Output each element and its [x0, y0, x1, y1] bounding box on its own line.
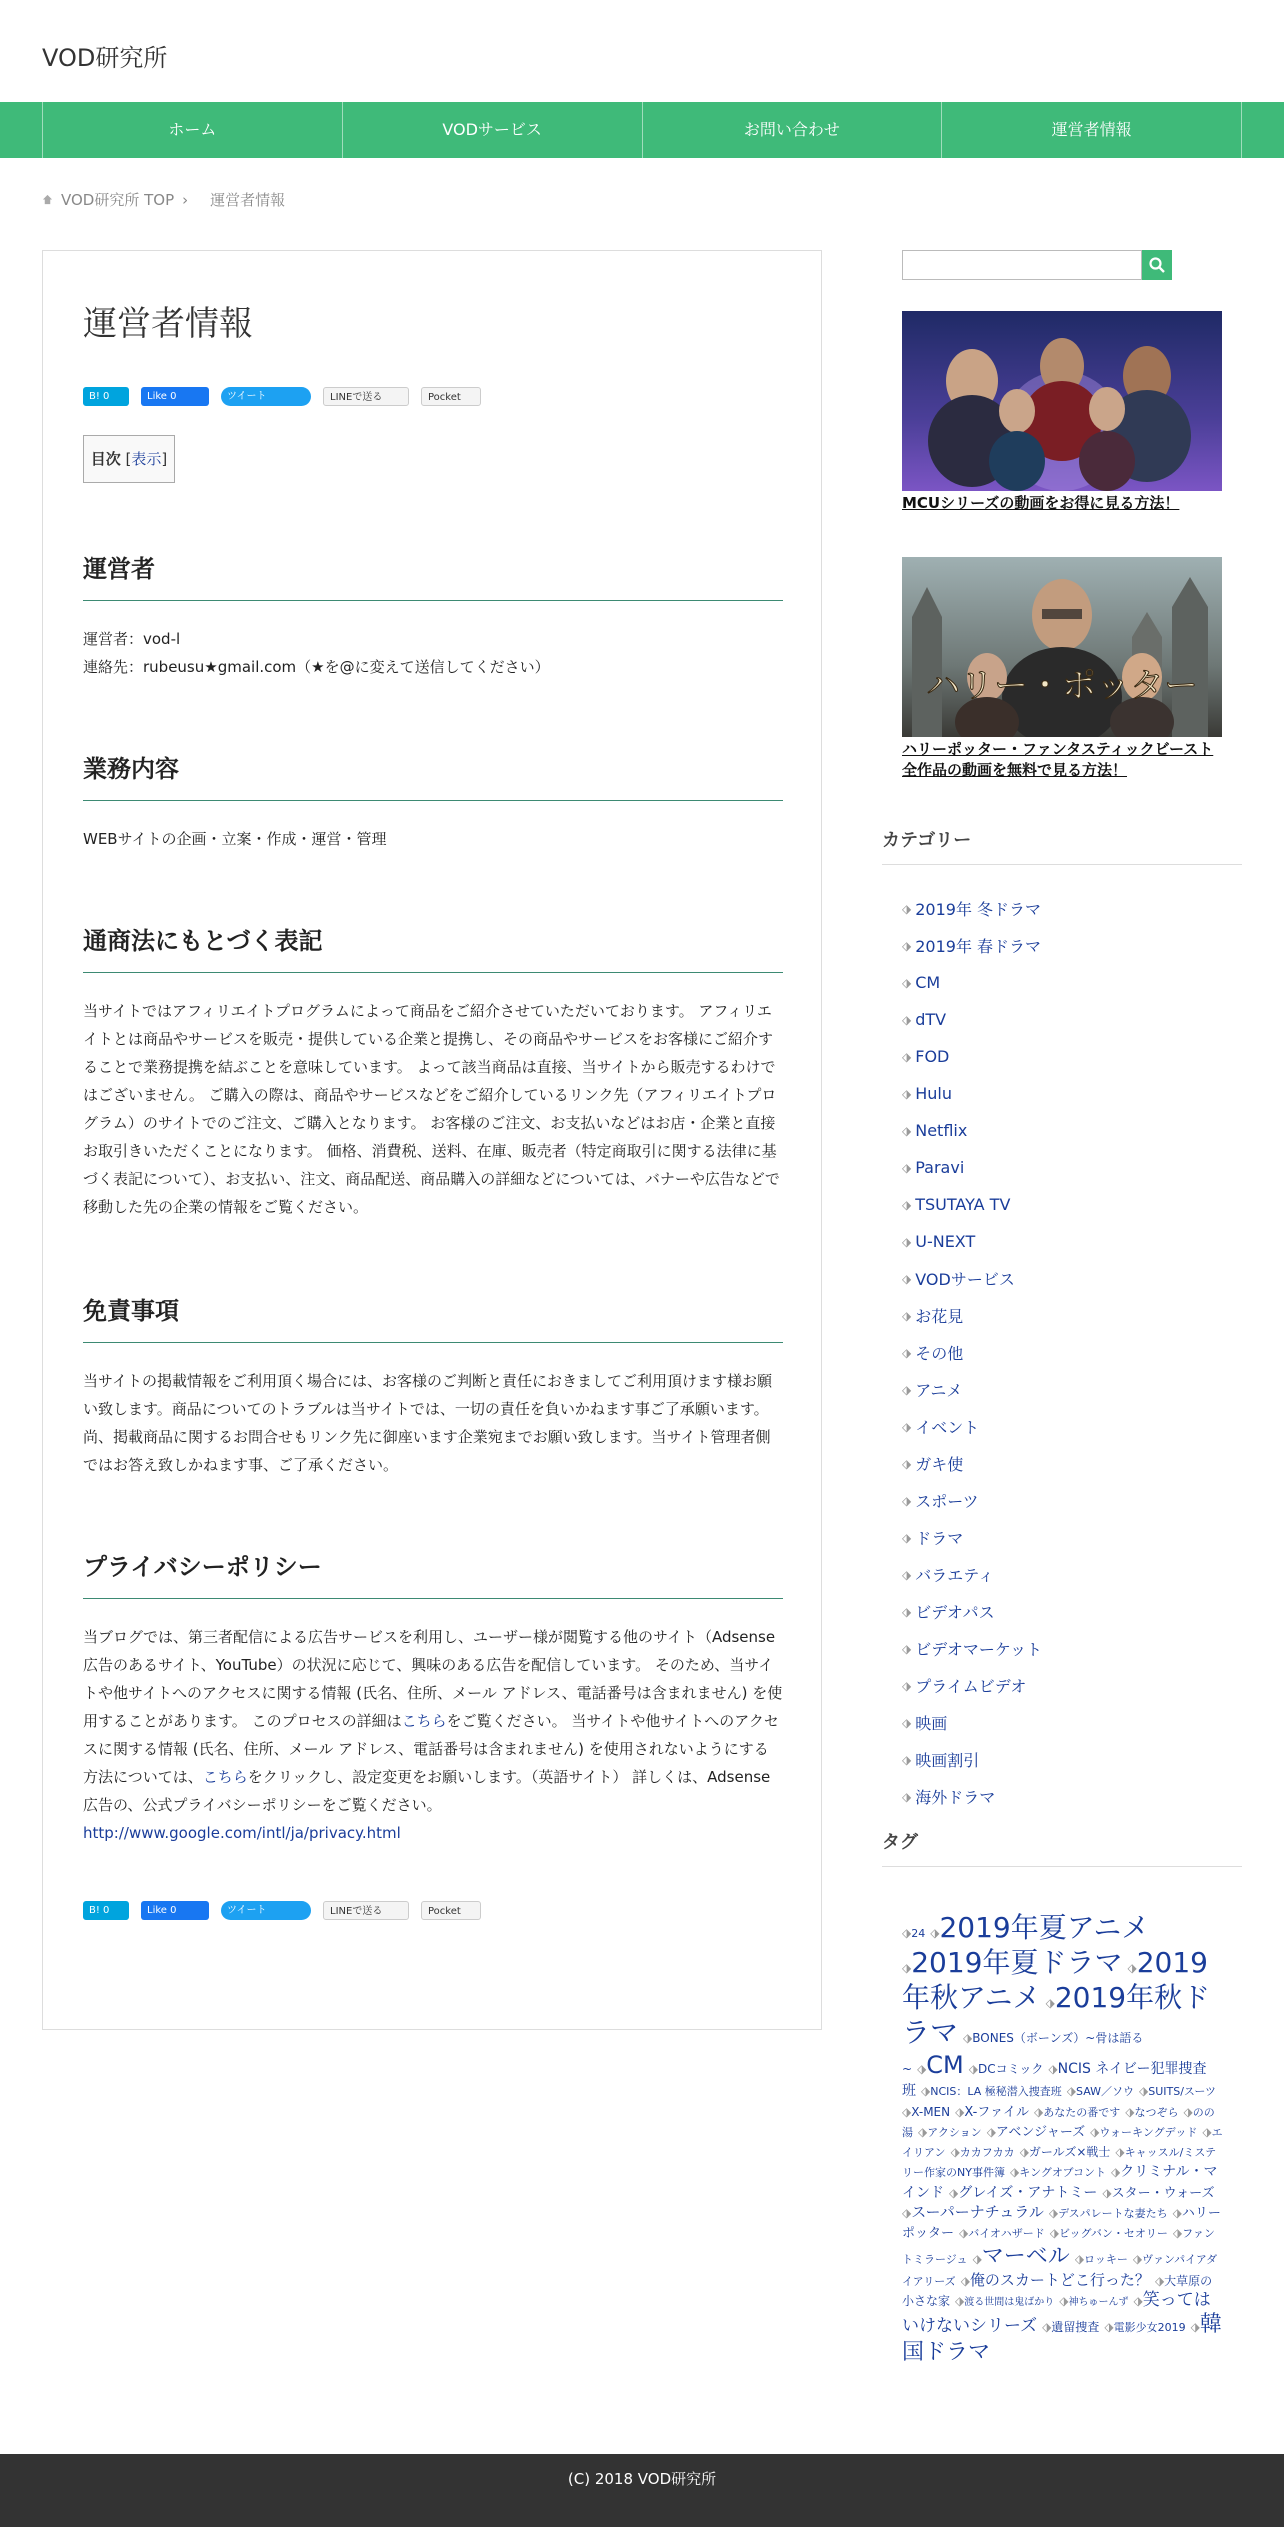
tag-icon: ⬗	[918, 2124, 928, 2139]
tag-icon: ⬗	[902, 1197, 912, 1212]
tag-icon: ⬗	[955, 2294, 965, 2308]
tag-icon: ⬗	[902, 1086, 912, 1101]
tag-icon: ⬗	[1009, 2165, 1020, 2179]
tag-link[interactable]: マーベル	[981, 2243, 1070, 2269]
tag-icon: ⬗	[1154, 2274, 1165, 2288]
category-link[interactable]: 2019年 春ドラマ	[915, 937, 1042, 956]
category-item[interactable]	[902, 1038, 1042, 1075]
tag-link[interactable]: 2019年秋アニメ	[902, 1946, 1208, 2014]
section-heading-privacy: プライバシーポリシー	[83, 1547, 783, 1599]
operator-details	[83, 625, 783, 681]
tag-link[interactable]: キャッスル/ミステリー作家のNY事件簿	[902, 2146, 1217, 2179]
section-heading-tokusho: 通商法にもとづく表記	[83, 921, 783, 973]
twitter-share-button[interactable]: ツイート	[221, 1901, 311, 1920]
category-item[interactable]	[902, 1112, 1042, 1149]
category-link[interactable]: CM	[915, 973, 941, 992]
category-item[interactable]	[902, 1001, 1042, 1038]
category-link[interactable]: U-NEXT	[915, 1232, 976, 1251]
pocket-save-button[interactable]: Pocket	[421, 1901, 481, 1920]
tag-link[interactable]: 韓国ドラマ	[902, 2312, 1222, 2365]
tag-icon: ⬗	[972, 2251, 982, 2266]
tag-link[interactable]: 24	[911, 1927, 926, 1940]
breadcrumb-home-link[interactable]: VOD研究所 TOP	[61, 191, 175, 209]
tag-link[interactable]: NCIS ネイビー犯罪捜査班	[902, 2061, 1207, 2099]
tag-link[interactable]: なつぞら	[1134, 2105, 1179, 2119]
section-heading-operator: 運営者	[83, 549, 783, 601]
tag-link[interactable]: 神ちゅーんず	[1068, 2297, 1129, 2308]
tag-link[interactable]: エイリアン	[902, 2125, 1223, 2159]
disclaimer-text: 当サイトの掲載情報をご利用頂く場合には、お客様のご判断と責任におきましてご利用頂けます様お願い致します。商品についてのトラブルは当サイトでは、一切の責任を負いかねます事ご了承願います。尚、掲載商品に関するお問合せもリンク先に御座います企業宛までお願い致します。当サイト管理者側ではお答え致しかねます事、ご了承ください。	[83, 1372, 772, 1474]
tag-icon: ⬗	[1049, 2226, 1059, 2241]
tag-link[interactable]: SUITS/スーツ	[1148, 2085, 1216, 2098]
privacy-text-part-3: をクリックし、設定変更をお願いします。（英語サイト） 詳しくは、Adsense広告の、公式プライバシーポリシーをご覧ください。	[83, 1768, 771, 1814]
tag-icon: ⬗	[1172, 2226, 1183, 2241]
tag-link[interactable]: アクション	[927, 2125, 982, 2139]
tag-icon: ⬗	[1115, 2145, 1125, 2159]
tag-link[interactable]: 笑ってはいけないシリーズ	[902, 2290, 1211, 2337]
tag-icon: ⬗	[902, 1308, 912, 1323]
tag-icon: ⬗	[1102, 2185, 1112, 2200]
tag-icon: ⬗	[902, 1678, 912, 1693]
promo-mcu[interactable]	[902, 311, 1222, 514]
tag-icon: ⬗	[1110, 2165, 1121, 2179]
category-item[interactable]	[902, 1741, 1042, 1778]
breadcrumb	[42, 189, 285, 210]
category-item[interactable]	[902, 927, 1042, 964]
tag-icon: ⬗	[902, 1345, 912, 1360]
tag-link[interactable]: 電影少女2019	[1113, 2321, 1186, 2335]
operator-contact: 連絡先：rubeusu★gmail.com（★を@に変えて送信してください）	[83, 658, 550, 676]
tag-icon: ⬗	[1034, 2104, 1044, 2119]
search-input[interactable]	[902, 250, 1142, 280]
tag-icon: ⬗	[960, 2274, 970, 2288]
tag-icon: ⬗	[1059, 2294, 1069, 2308]
tag-icon: ⬗	[1090, 2124, 1100, 2139]
category-item[interactable]	[902, 1704, 1042, 1741]
category-item[interactable]	[902, 890, 1042, 927]
tag-icon: ⬗	[1074, 2251, 1085, 2266]
tag-icon: ⬗	[902, 1715, 912, 1730]
harry-potter-promo-image[interactable]	[902, 557, 1222, 737]
tag-icon: ⬗	[1048, 2206, 1059, 2220]
home-icon	[42, 194, 53, 205]
tag-icon: ⬗	[950, 2145, 960, 2159]
category-link[interactable]: ドラマ	[915, 1529, 964, 1548]
main-content	[42, 250, 822, 2030]
category-link[interactable]: 海外ドラマ	[915, 1788, 996, 1807]
tag-link[interactable]: ビッグバン・セオリー	[1058, 2227, 1168, 2241]
tag-icon: ⬗	[955, 2104, 965, 2119]
tag-icon: ⬗	[902, 2104, 912, 2119]
tag-link[interactable]: スター・ウォーズ	[1111, 2185, 1215, 2201]
tag-icon: ⬗	[1125, 2104, 1135, 2119]
mcu-promo-link[interactable]: MCUシリーズの動画をお得に見る方法！	[902, 494, 1180, 512]
tag-icon: ⬗	[902, 1012, 912, 1027]
harry-potter-logo-text: ハリー・ポッター	[926, 666, 1198, 706]
mcu-promo-image[interactable]	[902, 311, 1222, 491]
category-link[interactable]: VODサービス	[915, 1270, 1015, 1289]
category-item[interactable]	[902, 1778, 1042, 1815]
nav-item-operator-info[interactable]: 運営者情報	[942, 102, 1242, 158]
search-form	[902, 250, 1172, 280]
line-share-button[interactable]: LINEで送る	[323, 387, 409, 406]
facebook-like-button[interactable]: Like 0	[141, 1901, 209, 1920]
page-title: 運営者情報	[83, 304, 253, 344]
tag-icon: ⬗	[1045, 1996, 1055, 2010]
category-item[interactable]	[902, 1371, 1042, 1408]
operator-name: 運営者：vod-l	[83, 630, 181, 648]
nav-item-contact[interactable]: お問い合わせ	[643, 102, 943, 158]
privacy-optout-link[interactable]: こちら	[202, 1768, 248, 1786]
category-list	[902, 890, 1042, 1815]
tag-icon: ⬗	[1139, 2084, 1149, 2098]
tag-link[interactable]: 2019年夏アニメ	[939, 1911, 1150, 1944]
tag-link[interactable]: 遺留捜査	[1051, 2320, 1100, 2335]
promo-harry-potter[interactable]	[902, 557, 1222, 781]
tag-icon: ⬗	[902, 1604, 912, 1619]
site-header	[0, 0, 1284, 102]
privacy-text	[83, 1623, 783, 1847]
category-item[interactable]	[902, 1223, 1042, 1260]
tag-link[interactable]: スーパーナチュラル	[911, 2203, 1044, 2221]
tag-icon: ⬗	[902, 1493, 912, 1508]
category-link[interactable]: Hulu	[915, 1084, 952, 1103]
tag-icon: ⬗	[902, 1382, 912, 1397]
category-link[interactable]: TSUTAYA TV	[915, 1195, 1011, 1214]
category-link[interactable]: Paravi	[915, 1158, 965, 1177]
category-link[interactable]: 2019年 冬ドラマ	[915, 900, 1042, 919]
tag-link[interactable]: ハリーポッター	[902, 2206, 1221, 2242]
privacy-text-part-2: をご覧ください。 当サイトや他サイトへのアクセスに関する情報 (氏名、住所、メール アドレス、電話番号は含まれません) を使用されないようにする方法については、	[83, 1712, 779, 1786]
tag-icon: ⬗	[902, 2206, 912, 2220]
tag-icon: ⬗	[1133, 2294, 1143, 2308]
tag-icon: ⬗	[930, 1926, 940, 1940]
tag-link[interactable]: ヴァンパイアダイアリーズ	[902, 2252, 1218, 2288]
category-item[interactable]	[902, 1593, 1042, 1630]
tag-link[interactable]: のの湯	[902, 2105, 1215, 2139]
twitter-share-button[interactable]: ツイート	[221, 387, 311, 406]
share-buttons-top	[83, 387, 481, 406]
tag-icon: ⬗	[902, 1530, 912, 1545]
category-link[interactable]: ガキ使	[915, 1455, 964, 1474]
tag-link[interactable]: 渡る世間は鬼ばかり	[964, 2297, 1055, 2308]
tag-link[interactable]: DCコミック	[978, 2062, 1044, 2076]
tag-link[interactable]: ウォーキングデッド	[1099, 2125, 1198, 2139]
global-nav	[0, 102, 1284, 158]
tag-icon: ⬗	[902, 975, 912, 990]
breadcrumb-current: 運営者情報	[210, 191, 286, 209]
tag-icon: ⬗	[902, 1419, 912, 1434]
category-link[interactable]: FOD	[915, 1047, 950, 1066]
tag-cloud	[902, 1910, 1224, 2366]
category-link[interactable]: イベント	[915, 1418, 980, 1437]
table-of-contents: 目次 [表示]	[83, 435, 175, 483]
tag-icon: ⬗	[921, 2084, 931, 2098]
tag-icon: ⬗	[902, 1567, 912, 1582]
tag-link[interactable]: デスパレートな妻たち	[1058, 2207, 1168, 2220]
tag-icon: ⬗	[1190, 2320, 1200, 2335]
business-text: WEBサイトの企画・立案・作成・運営・管理	[83, 830, 387, 848]
tag-icon: ⬗	[902, 1641, 912, 1656]
tag-icon: ⬗	[902, 1234, 912, 1249]
section-heading-business: 業務内容	[83, 749, 783, 801]
pocket-save-button[interactable]: Pocket	[421, 387, 481, 406]
section-heading-disclaimer: 免責事項	[83, 1291, 783, 1343]
tag-icon: ⬗	[1104, 2320, 1114, 2335]
category-link[interactable]: Netflix	[915, 1121, 968, 1140]
toc-toggle-link[interactable]: 表示	[131, 450, 162, 468]
google-privacy-url-link[interactable]: http://www.google.com/intl/ja/privacy.html	[83, 1824, 401, 1842]
tag-link[interactable]: ガールズ×戦士	[1028, 2145, 1111, 2159]
category-link[interactable]: 映画	[915, 1714, 948, 1733]
tag-link[interactable]: X-ファイル	[964, 2104, 1030, 2120]
search-icon	[1148, 256, 1166, 274]
tag-link[interactable]: カカフカカ	[959, 2146, 1015, 2159]
line-share-button[interactable]: LINEで送る	[323, 1901, 409, 1920]
category-link[interactable]: ビデオパス	[915, 1603, 995, 1622]
tag-icon: ⬗	[1042, 2320, 1052, 2335]
category-link[interactable]: 映画割引	[915, 1751, 980, 1770]
tag-link[interactable]: クリミナル・マインド	[902, 2164, 1218, 2201]
tag-link[interactable]: X-MEN	[911, 2104, 951, 2119]
tag-icon: ⬗	[1048, 2062, 1058, 2076]
tag-icon: ⬗	[902, 901, 912, 916]
category-item[interactable]	[902, 1667, 1042, 1704]
tag-link[interactable]: CM	[926, 2051, 964, 2079]
toc-label: 目次	[90, 450, 121, 468]
copyright-text: (C) 2018 VOD研究所	[567, 2470, 717, 2488]
category-link[interactable]: バラエティ	[915, 1566, 994, 1585]
tag-link[interactable]: 2019年夏ドラマ	[911, 1946, 1123, 1979]
site-footer	[0, 2454, 1284, 2527]
tag-icon: ⬗	[902, 1049, 912, 1064]
category-item[interactable]	[902, 1075, 1042, 1112]
nav-item-home[interactable]: ホーム	[43, 102, 343, 158]
privacy-text-part-1: 当ブログでは、第三者配信による広告サービスを利用し、ユーザー様が閲覧する他のサイト（Adsense広告のあるサイト、YouTube）の状況に応じて、興味のある広告を配信しています。 そのため、当サイトや他サイトへのアクセスに関する情報 (氏名、住所、メール アドレス、電話番号は含まれません) を使用することがあります。 このプロセスの詳細は	[83, 1628, 783, 1730]
tag-icon: ⬗	[902, 1271, 912, 1286]
category-item[interactable]	[902, 1630, 1042, 1667]
hatena-share-button[interactable]: B! 0	[83, 387, 129, 406]
category-link[interactable]: ビデオマーケット	[915, 1640, 1043, 1659]
tag-link[interactable]: 2019年秋ドラマ	[902, 1981, 1211, 2049]
tag-icon: ⬗	[1172, 2206, 1182, 2220]
tag-icon: ⬗	[902, 1123, 912, 1138]
tag-icon: ⬗	[1202, 2124, 1212, 2139]
category-link[interactable]: お花見	[915, 1307, 964, 1326]
tag-link[interactable]: 俺のスカートどこ行った？	[969, 2271, 1150, 2289]
nav-item-vod-services[interactable]: VODサービス	[343, 102, 643, 158]
category-item[interactable]	[902, 1297, 1042, 1334]
facebook-like-button[interactable]: Like 0	[141, 387, 209, 406]
tag-link[interactable]: NCIS：LA 極秘潜入捜査班	[930, 2085, 1062, 2098]
category-item[interactable]	[902, 1149, 1042, 1186]
harry-potter-promo-link[interactable]: ハリーポッター・ファンタスティックビースト全作品の動画を無料で見る方法！	[902, 740, 1214, 779]
tag-icon: ⬗	[902, 1160, 912, 1175]
tokusho-text: 当サイトではアフィリエイトプログラムによって商品をご紹介させていただいております。 アフィリエイトとは商品やサービスを販売・提供している企業と提携し、その商品やサービスをお客様にご紹介することで業務提携を結ぶことを意味しています。 よって該当商品は直接、当サイトから販売するわけではございません。 ご購入の際は、商品やサービスなどをご紹介しているリンク先（アフィリエイトプログラム）のサイトでのご注文、ご購入となります。 お客様のご注文、お支払いなどはお店・企業と直接お取引きいただくことになります。 価格、消費税、送料、在庫、販売者（特定商取引に関する法律に基づく表記について）、お支払い、注文、商品配送、商品購入の詳細などについては、バナーや広告などで移動した先の企業の情報をご覧ください。	[83, 1002, 780, 1216]
tag-icon: ⬗	[1019, 2145, 1029, 2159]
category-item[interactable]	[902, 1334, 1042, 1371]
site-title[interactable]: VOD研究所	[42, 44, 168, 72]
tag-icon: ⬗	[902, 1789, 912, 1804]
tag-icon: ⬗	[902, 938, 912, 953]
tag-icon: ⬗	[1127, 1961, 1137, 1975]
category-item[interactable]	[902, 1482, 1042, 1519]
tag-link[interactable]: アベンジャーズ	[995, 2124, 1086, 2140]
tag-link[interactable]: バイオハザード	[968, 2227, 1045, 2241]
tag-icon: ⬗	[1132, 2251, 1143, 2266]
tag-icon: ⬗	[902, 1926, 912, 1940]
tag-icon: ⬗	[902, 1456, 912, 1471]
category-item[interactable]	[902, 964, 1042, 1001]
tag-icon: ⬗	[949, 2185, 959, 2200]
tag-icon: ⬗	[963, 2031, 973, 2045]
chevron-right-icon: ›	[182, 190, 189, 209]
tag-icon: ⬗	[959, 2226, 969, 2241]
tag-link[interactable]: SAW／ソウ	[1076, 2085, 1135, 2098]
category-item[interactable]	[902, 1556, 1042, 1593]
tag-link[interactable]: キングオブコント	[1019, 2166, 1106, 2179]
category-item[interactable]	[902, 1445, 1042, 1482]
category-item[interactable]	[902, 1519, 1042, 1556]
tag-icon: ⬗	[917, 2062, 927, 2076]
tag-icon: ⬗	[968, 2062, 978, 2076]
category-link[interactable]: その他	[915, 1344, 964, 1363]
category-item[interactable]	[902, 1260, 1042, 1297]
category-link[interactable]: プライムビデオ	[915, 1677, 1027, 1696]
tag-link[interactable]: あなたの番です	[1043, 2105, 1121, 2119]
tag-icon: ⬗	[1183, 2104, 1193, 2119]
privacy-details-link[interactable]: こちら	[401, 1712, 447, 1730]
nav-inner	[42, 102, 1242, 158]
tag-link[interactable]: グレイズ・アナトミー	[958, 2184, 1098, 2201]
search-button[interactable]	[1142, 250, 1172, 280]
tag-link[interactable]: ロッキー	[1084, 2252, 1128, 2266]
tag-icon: ⬗	[1066, 2084, 1077, 2098]
tag-link[interactable]: 大草原の小さな家	[902, 2274, 1213, 2308]
category-item[interactable]	[902, 1186, 1042, 1223]
category-link[interactable]: アニメ	[915, 1381, 963, 1400]
category-item[interactable]	[902, 1408, 1042, 1445]
share-buttons-bottom	[83, 1901, 481, 1920]
tag-icon: ⬗	[902, 1752, 912, 1767]
category-link[interactable]: スポーツ	[915, 1492, 979, 1511]
tag-link[interactable]: BONES（ボーンズ）~骨は語る~	[902, 2031, 1144, 2076]
tag-link[interactable]: ファントミラージュ	[902, 2227, 1215, 2266]
tags-widget-title: タグ	[882, 1828, 1242, 1867]
tag-icon: ⬗	[902, 1961, 912, 1975]
hatena-share-button[interactable]: B! 0	[83, 1901, 129, 1920]
tag-icon: ⬗	[986, 2124, 996, 2139]
categories-widget-title: カテゴリー	[882, 826, 1242, 865]
category-link[interactable]: dTV	[915, 1010, 947, 1029]
